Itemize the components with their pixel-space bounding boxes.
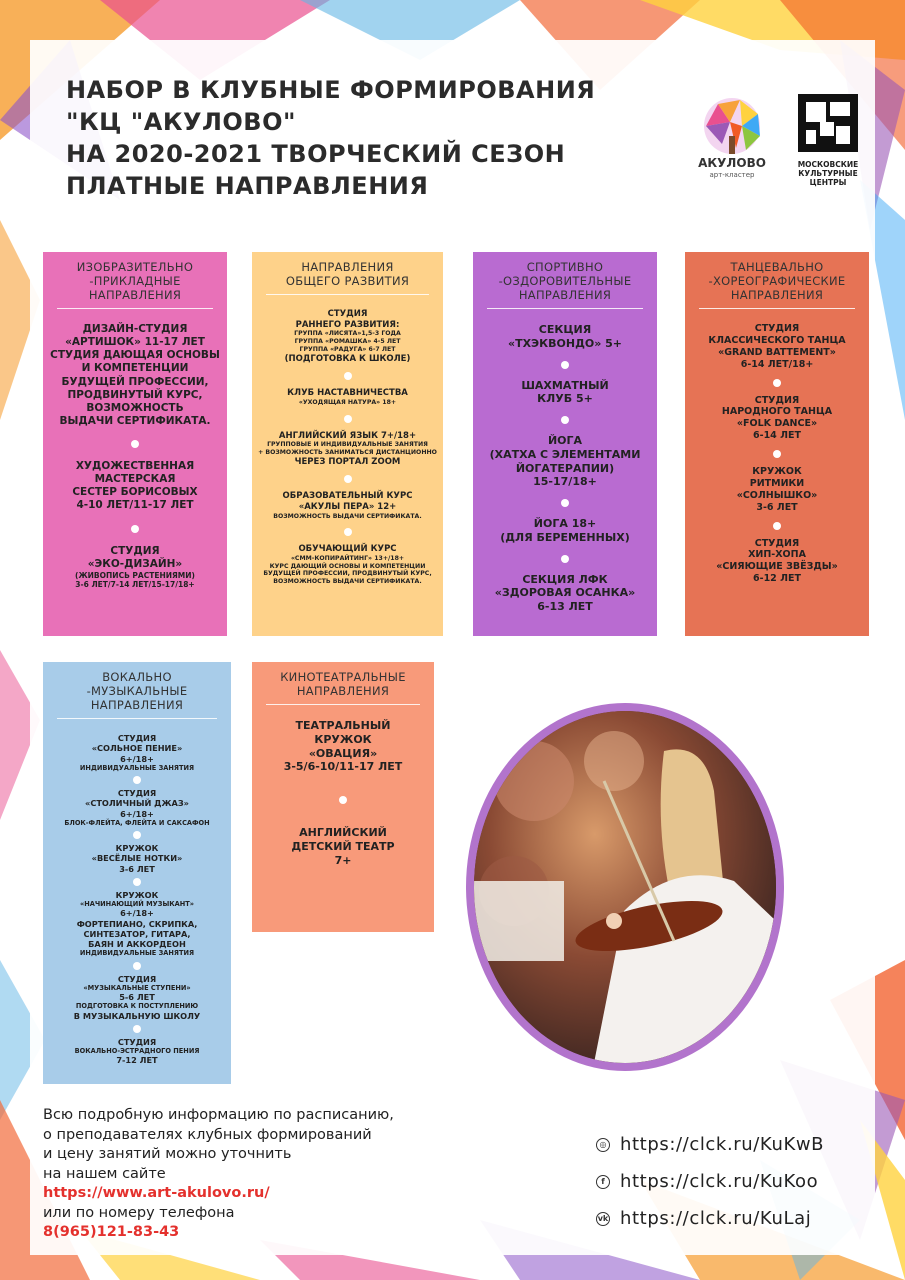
program-line: «НАЧИНАЮЩИЙ МУЗЫКАНТ» [79,900,195,908]
program-line: ДИЗАЙН-СТУДИЯ [82,323,188,335]
program-line: «ЗДОРОВАЯ ОСАНКА» [494,586,636,600]
program-line: КРУЖОК [115,843,159,853]
program-line: ТЕАТРАЛЬНЫЙ [295,719,391,732]
program-line: 6+/18+ [120,908,154,919]
akulovo-logo [692,96,772,186]
program-line: «ОВАЦИЯ» [308,746,378,760]
program-line: (ХАТХА С ЭЛЕМЕНТАМИ [489,447,641,461]
column-heading-line: НАПРАВЛЕНИЯ [730,288,824,302]
info-line-1: Всю подробную информацию по расписанию, [43,1107,394,1123]
program-item [258,388,437,406]
social-link-vk[interactable] [596,1200,824,1237]
column-dance [685,252,869,636]
violinist-photo [466,703,784,1071]
program-line: КРУЖОК [115,889,159,900]
facebook-icon: f [596,1175,610,1189]
akulovo-name: АКУЛОВО [698,156,766,170]
bullet-separator [344,528,352,536]
column-heading-line: -ПРИКЛАДНЫЕ [89,274,181,288]
program-line: В МУЗЫКАЛЬНУЮ ШКОЛУ [73,1010,201,1021]
program-line: 5-6 ЛЕТ [119,992,155,1002]
program-line: ВОЗМОЖНОСТЬ ВЫДАЧИ СЕРТИФИКАТА. [273,512,422,520]
program-line: (ПОДГОТОВКА К ШКОЛЕ) [284,353,411,364]
bullet-separator [131,525,139,533]
website-link[interactable]: https://www.art-akulovo.ru/ [43,1185,270,1201]
program-line: АНГЛИЙСКИЙ [299,826,387,839]
program-line: СЕСТЕР БОРИСОВЫХ [72,486,198,499]
column-heading [57,670,217,719]
program-item [258,544,437,586]
column-heading-line: -ОЗДОРОВИТЕЛЬНЫЕ [498,274,632,288]
column-heading-line: -МУЗЫКАЛЬНЫЕ [86,684,188,698]
social-url[interactable]: https://clck.ru/KuLaj [620,1208,812,1229]
mkc-line-1: МОСКОВСКИЕ [797,160,859,169]
program-line: ЙОГА 18+ [533,517,597,530]
program-line: КЛАССИЧЕСКОГО ТАНЦА [708,334,846,346]
bullet-separator [344,415,352,423]
program-item [258,719,428,774]
column-theatre [252,662,434,932]
column-heading-line: ВОКАЛЬНО [102,670,172,684]
program-line: ОБУЧАЮЩИЙ КУРС [298,544,397,555]
phone-number[interactable]: 8(965)121-83-43 [43,1224,180,1240]
info-line-2: о преподавателях клубных формирований [43,1126,372,1143]
column-heading-line: НАПРАВЛЕНИЯ [88,288,182,302]
program-line: 6-13 ЛЕТ [537,600,593,613]
program-line: ЙОГАТЕРАПИИ) [515,461,615,475]
program-item [691,323,863,371]
program-line: (ДЛЯ БЕРЕМЕННЫХ) [500,530,630,544]
program-line: ВЫДАЧИ СЕРТИФИКАТА. [59,414,211,427]
contact-info [43,1106,394,1243]
program-line: ГРУППА «РОМАШКА» 4-5 ЛЕТ [294,338,401,345]
program-line: СТУДИЯ [117,973,157,984]
program-item [49,1037,225,1066]
bullet-separator [773,522,781,530]
column-heading-line: НАПРАВЛЕНИЯ [301,260,394,274]
program-line: ЧЕРЕЗ ПОРТАЛ ZOOM [294,456,401,467]
program-line: «АКУЛЫ ПЕРА» 12+ [298,501,397,512]
program-line: ВОКАЛЬНО-ЭСТРАДНОГО ПЕНИЯ [74,1047,200,1055]
program-line: + ВОЗМОЖНОСТЬ ЗАНИМАТЬСЯ ДИСТАНЦИОННО [258,448,437,456]
program-line: СТУДИЯ [327,309,368,319]
bullet-separator [133,962,141,970]
bullet-separator [561,499,569,507]
program-line: ШАХМАТНЫЙ [521,378,609,392]
program-line: «FOLK DANCE» [736,418,818,430]
bullet-separator [133,1025,141,1033]
program-line: ГРУППОВЫЕ И ИНДИВИДУАЛЬНЫЕ ЗАНЯТИЯ [267,441,428,449]
program-line: ПРОДВИНУТЫЙ КУРС, [67,388,203,401]
program-line: СТУДИЯ [754,394,800,406]
program-line: 3-6 ЛЕТ/7-14 ЛЕТ/15-17/18+ [75,580,195,590]
column-heading-line: ОБЩЕГО РАЗВИТИЯ [285,274,410,288]
program-line: МАСТЕРСКАЯ [94,473,176,486]
program-line: ОБРАЗОВАТЕЛЬНЫЙ КУРС [282,491,413,502]
program-line: РИТМИКИ [749,477,805,489]
program-line: 6-14 ЛЕТ/18+ [740,358,814,370]
program-item [49,460,221,513]
program-item [479,379,651,407]
mkc-logo [792,92,864,187]
bullet-separator [344,372,352,380]
column-heading [699,260,855,309]
program-line: КРУЖОК [752,466,802,477]
mkc-caption [792,160,864,187]
program-line: ИНДИВИДУАЛЬНЫЕ ЗАНЯТИЯ [79,949,195,958]
bullet-separator [344,475,352,483]
program-line: «СОЛЬНОЕ ПЕНИЕ» [91,743,183,754]
bullet-separator [133,776,141,784]
akulovo-subtitle: арт-кластер [709,171,755,179]
program-line: ИНДИВИДУАЛЬНЫЕ ЗАНЯТИЯ [79,763,195,772]
mkc-square-icon [792,92,864,154]
mkc-line-3: ЦЕНТРЫ [809,178,847,187]
column-heading-line: НАПРАВЛЕНИЯ [296,684,390,698]
program-line: ЙОГА [547,434,583,447]
program-line: 4-10 ЛЕТ/11-17 ЛЕТ [76,499,194,512]
program-line: «ВЕСЁЛЫЕ НОТКИ» [91,853,183,864]
program-item [49,788,225,827]
column-heading [487,260,643,309]
program-line: 3-6 ЛЕТ [756,501,798,513]
program-item [49,733,225,772]
instagram-icon: ◎ [596,1138,610,1152]
page-title [66,74,595,202]
social-link-instagram[interactable] [596,1126,824,1163]
program-line: СТУДИЯ ДАЮЩАЯ ОСНОВЫ [50,349,220,362]
program-line: СТУДИЯ [110,544,160,557]
program-line: ВОЗМОЖНОСТЬ [86,401,184,414]
program-line: АНГЛИЙСКИЙ ЯЗЫК 7+/18+ [278,430,417,441]
program-line: ГРУППА «РАДУГА» 6-7 ЛЕТ [299,345,396,353]
program-line: «СИЯЮЩИЕ ЗВЁЗДЫ» [716,561,838,573]
bullet-separator [131,440,139,448]
column-heading-line: НАПРАВЛЕНИЯ [90,698,184,712]
mkc-line-2: КУЛЬТУРНЫЕ [798,169,858,178]
program-line: «СММ-КОПИРАЙТИНГ» 13+/18+ [290,554,405,562]
program-line: КРУЖОК [314,732,372,746]
program-item [691,538,863,586]
column-sport [473,252,657,636]
program-line: СТУДИЯ [117,788,157,798]
program-item [479,323,651,351]
program-line: «МУЗЫКАЛЬНЫЕ СТУПЕНИ» [83,983,191,992]
program-item [258,826,428,867]
program-item [691,395,863,443]
program-item [49,890,225,958]
bullet-separator [773,450,781,458]
program-line: СЕКЦИЯ ЛФК [522,572,608,586]
program-line: 7-12 ЛЕТ [116,1055,158,1066]
program-item [258,431,437,468]
title-line-4: ПЛАТНЫЕ НАПРАВЛЕНИЯ [66,172,429,200]
program-line: ХУДОЖЕСТВЕННАЯ [75,460,195,472]
program-item [49,974,225,1021]
column-general [252,252,443,636]
info-line-4: на нашем сайте [43,1165,166,1182]
akulovo-tree-icon [692,96,772,156]
program-line: НАРОДНОГО ТАНЦА [721,406,833,418]
violin-girl-image [474,711,776,1063]
program-line: И КОМПЕТЕНЦИИ [81,362,189,375]
bullet-separator [339,796,347,804]
program-line: (ЖИВОПИСЬ РАСТЕНИЯМИ) [75,570,195,580]
column-art [43,252,227,636]
program-line: БЛОК-ФЛЕЙТА, ФЛЕЙТА И САКСАФОН [64,818,210,827]
program-line: БУДУЩЕЙ ПРОФЕССИИ, ПРОДВИНУТЫЙ КУРС, [263,570,432,578]
title-line-2: "КЦ "АКУЛОВО" [66,108,296,136]
info-line-3: и цену занятий можно уточнить [43,1146,292,1162]
program-line: 6+/18+ [120,808,154,819]
program-line: «СТОЛИЧНЫЙ ДЖАЗ» [85,798,189,809]
bullet-separator [133,878,141,886]
program-line: КУРС ДАЮЩИЙ ОСНОВЫ И КОМПЕТЕНЦИИ [269,562,426,570]
program-line: «ЭКО-ДИЗАЙН» [87,557,183,570]
program-line: ДЕТСКИЙ ТЕАТР [291,839,395,853]
vk-icon: vk [596,1212,610,1226]
social-url[interactable]: https://clck.ru/KuKwB [620,1134,825,1155]
column-heading-line: КИНОТЕАТРАЛЬНЫЕ [280,670,406,684]
program-line: СИНТЕЗАТОР, ГИТАРА, [83,928,191,939]
bullet-separator [561,416,569,424]
program-line: БАЯН И АККОРДЕОН [88,939,186,949]
program-line: СЕКЦИЯ [538,323,592,336]
program-line: 6-14 ЛЕТ [753,430,801,442]
program-item [479,573,651,614]
column-heading [57,260,213,309]
program-line: ПОДГОТОВКА К ПОСТУПЛЕНИЮ [75,1002,199,1011]
program-item [49,545,221,590]
program-line: 6+/18+ [120,753,154,764]
social-links [596,1126,824,1237]
program-line: «УХОДЯЩАЯ НАТУРА» 18+ [298,398,397,406]
program-line: КЛУБ 5+ [537,392,593,406]
column-heading-line: ИЗОБРАЗИТЕЛЬНО [76,260,194,274]
column-heading-line: ТАНЦЕВАЛЬНО [730,260,824,274]
column-heading-line: НАПРАВЛЕНИЯ [518,288,612,302]
bullet-separator [561,361,569,369]
program-line: ВОЗМОЖНОСТЬ ВЫДАЧИ СЕРТИФИКАТА. [273,578,422,586]
program-line: КЛУБ НАСТАВНИЧЕСТВА [287,388,408,399]
info-line-5: или по номеру телефона [43,1204,235,1221]
program-line: 6-12 ЛЕТ [753,573,801,585]
program-item [479,517,651,545]
program-line: РАННЕГО РАЗВИТИЯ: [295,319,400,330]
bullet-separator [773,379,781,387]
social-link-facebook[interactable] [596,1163,824,1200]
bullet-separator [561,555,569,563]
bullet-separator [133,831,141,839]
program-line: БУДУЩЕЙ ПРОФЕССИИ, [61,375,209,388]
program-item [258,491,437,520]
program-line: 7+ [334,853,352,867]
column-heading-line: -ХОРЕОГРАФИЧЕСКИЕ [708,274,846,288]
program-line: СТУДИЯ [117,733,157,743]
program-line: ГРУППА «ЛИСЯТА»1,5-3 ГОДА [294,330,401,338]
column-heading [266,670,420,705]
program-line: 3-6 ЛЕТ [119,863,155,874]
program-line: «ТХЭКВОНДО» 5+ [507,336,623,350]
program-line: «СОЛНЫШКО» [736,489,818,501]
program-line: 15-17/18+ [533,475,597,489]
column-heading [266,260,429,295]
program-line: СТУДИЯ [754,537,800,549]
program-line: СТУДИЯ [754,323,800,334]
program-item [479,434,651,489]
program-line: «GRAND BATTEMENT» [718,346,836,358]
program-line: «АРТИШОК» 11-17 ЛЕТ [65,336,205,349]
social-url[interactable]: https://clck.ru/KuKoo [620,1171,819,1192]
title-line-1: НАБОР В КЛУБНЫЕ ФОРМИРОВАНИЯ [66,76,596,104]
title-line-3: НА 2020-2021 ТВОРЧЕСКИЙ СЕЗОН [66,140,566,168]
program-line: ХИП-ХОПА [748,549,806,561]
program-line: ФОРТЕПИАНО, СКРИПКА, [76,918,198,929]
column-heading-line: СПОРТИВНО [526,260,604,274]
program-item [691,466,863,514]
program-line: 3-5/6-10/11-17 ЛЕТ [283,760,403,774]
program-item [49,323,221,428]
program-item [49,843,225,874]
column-music [43,662,231,1084]
program-item [258,309,437,364]
program-line: СТУДИЯ [117,1036,157,1047]
